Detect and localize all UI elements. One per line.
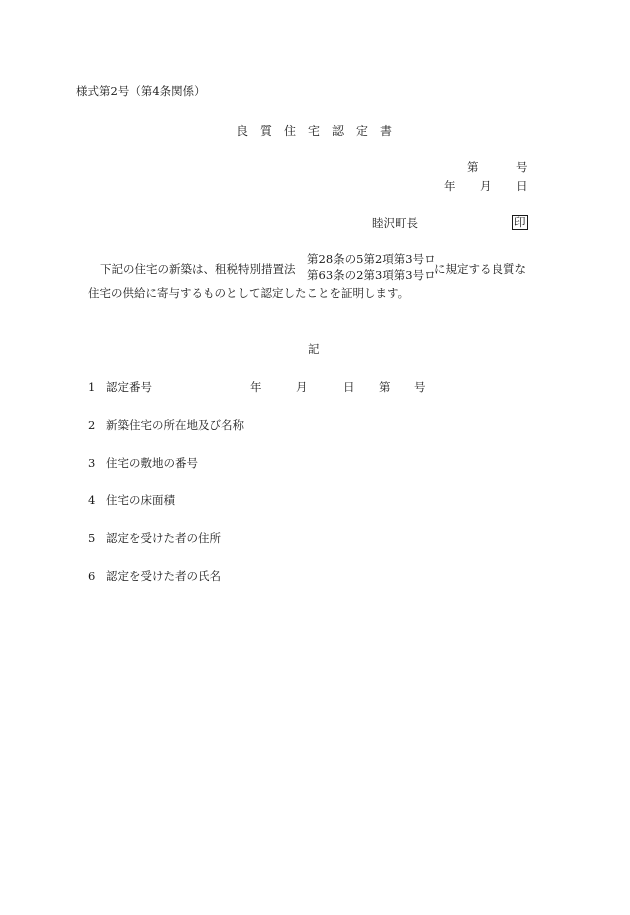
document-title: 良 質 住 宅 認 定 書: [236, 124, 393, 138]
item-number: 1: [88, 380, 96, 394]
date-month: 月: [480, 179, 492, 193]
seal-mark: [512, 215, 528, 230]
list-item: [88, 532, 221, 546]
item-label: 認定を受けた者の住所: [106, 531, 221, 545]
item1-month: 月: [296, 380, 308, 394]
seal-text: 印: [514, 215, 526, 229]
item1-number-prefix: 第: [379, 380, 391, 394]
item1-year: 年: [250, 380, 262, 394]
item1-number-suffix: 号: [414, 380, 426, 394]
item-label: 認定を受けた者の氏名: [106, 569, 221, 583]
list-item: [88, 494, 175, 508]
item-number: 2: [88, 418, 96, 432]
body-after-law: に規定する良質な: [434, 262, 526, 276]
item-number: 5: [88, 531, 96, 545]
list-item: [88, 381, 152, 395]
number-suffix: 号: [516, 160, 528, 174]
date-year: 年: [444, 179, 456, 193]
law-reference-1: 第28条の5第2項第3号ロ: [307, 252, 436, 266]
issuer-name: 睦沢町長: [372, 216, 418, 230]
list-item: [88, 419, 244, 433]
item1-day: 日: [343, 380, 355, 394]
law-reference-stack: [307, 252, 436, 283]
item-label: 認定番号: [106, 380, 152, 394]
date-day: 日: [516, 179, 528, 193]
item-number: 4: [88, 493, 96, 507]
item-label: 新築住宅の所在地及び名称: [106, 418, 244, 432]
body-intro: 下記の住宅の新築は、租税特別措置法: [100, 262, 296, 276]
ki-heading: 記: [308, 342, 320, 356]
body-line-2: 住宅の供給に寄与するものとして認定したことを証明します。: [88, 286, 410, 300]
item-label: 住宅の敷地の番号: [106, 456, 198, 470]
item-label: 住宅の床面積: [106, 493, 175, 507]
item-number: 6: [88, 569, 96, 583]
list-item: [88, 570, 221, 584]
number-prefix: 第: [467, 160, 479, 174]
list-item: [88, 457, 198, 471]
item-number: 3: [88, 456, 96, 470]
law-reference-2: 第63条の2第3項第3号ロ: [307, 267, 436, 282]
form-label: 様式第2号（第4条関係）: [76, 84, 206, 98]
